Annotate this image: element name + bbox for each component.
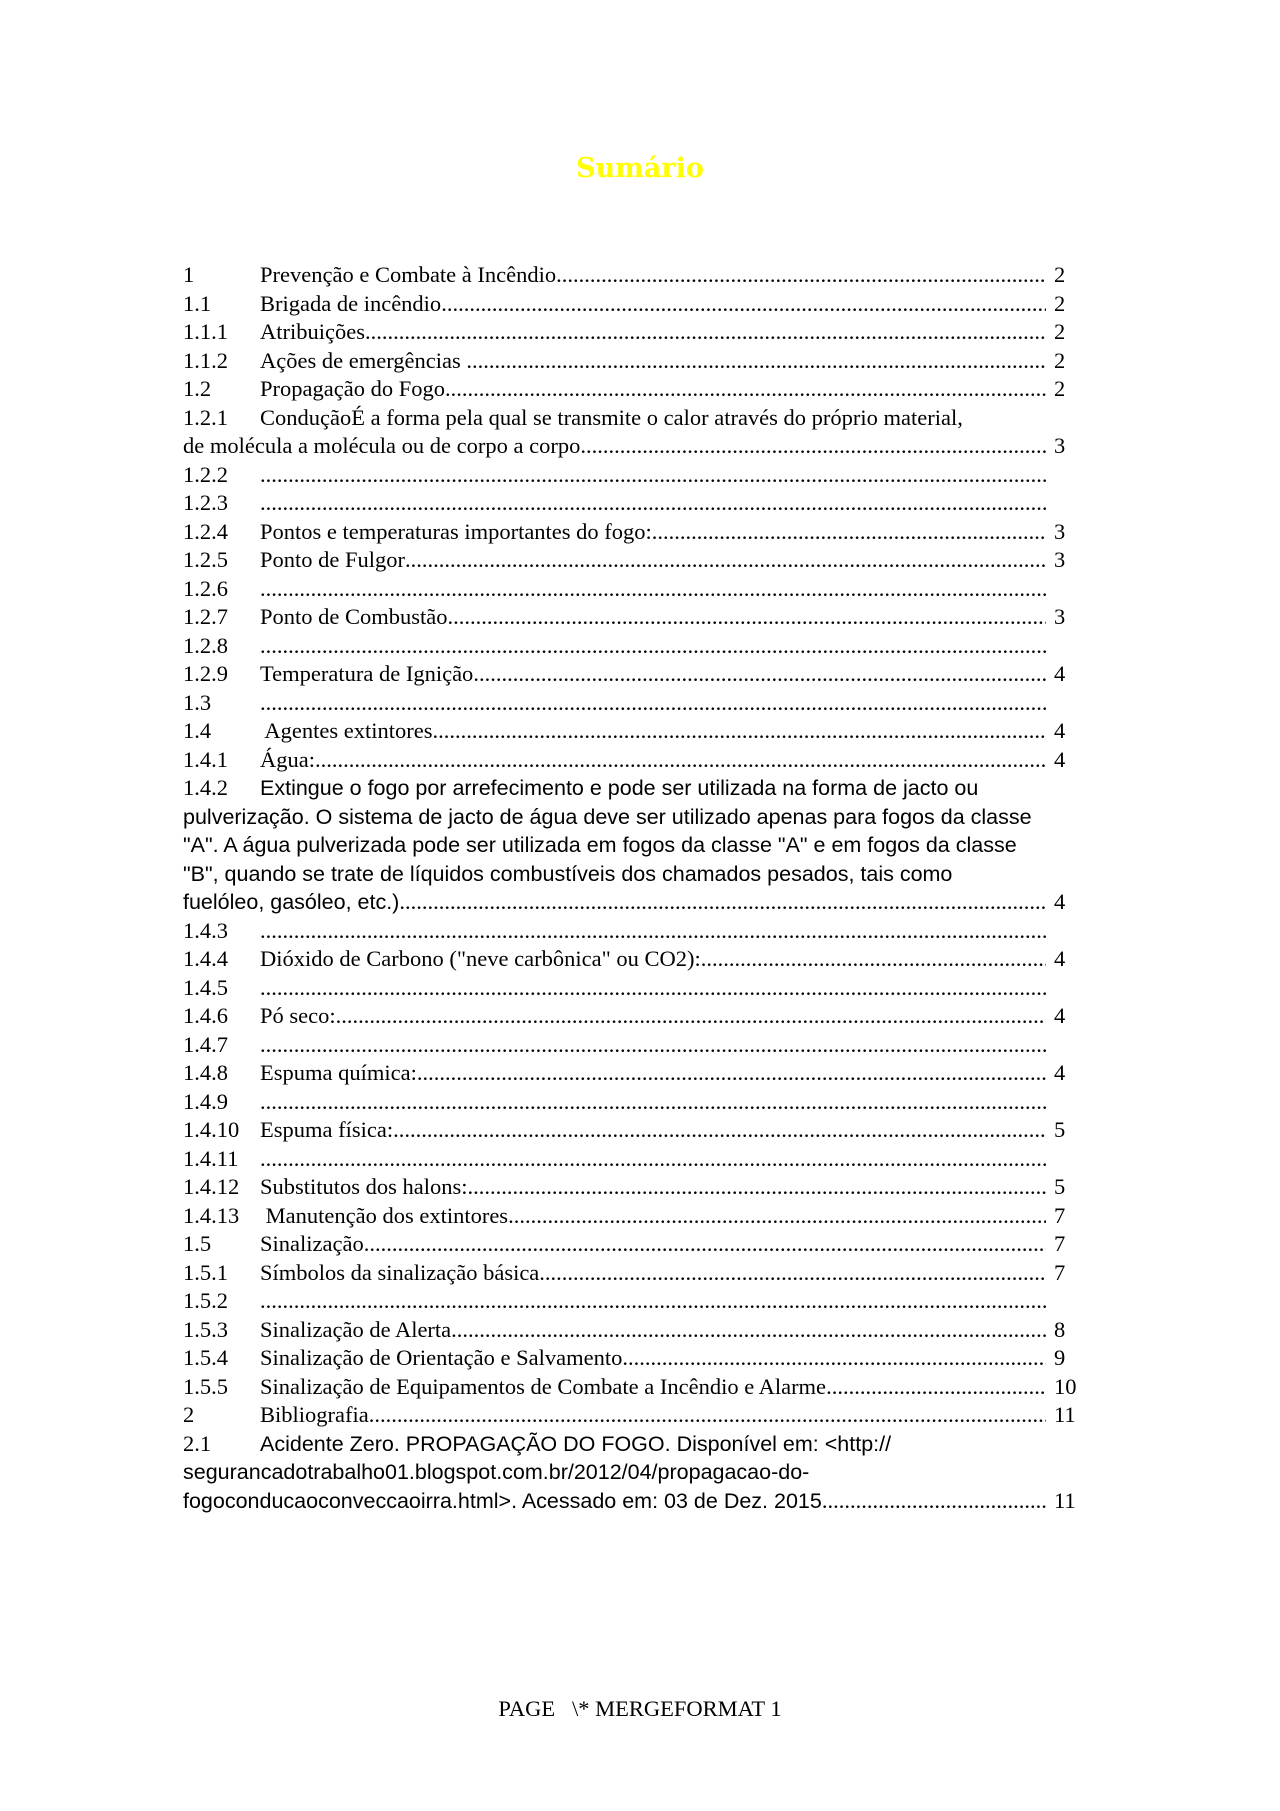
toc-page: 4 <box>1054 746 1066 772</box>
toc-text-continued: fogoconducaoconveccaoirra.html>. Acessado em: 03 de Dez. 2015 <box>183 1488 822 1513</box>
toc-number: 1.5 <box>183 1231 212 1256</box>
toc-entry[interactable] <box>183 1230 1093 1259</box>
toc-number: 1.4.5 <box>183 974 228 1000</box>
toc-number: 1.4.7 <box>183 1031 228 1057</box>
toc-entry[interactable] <box>183 746 1093 775</box>
toc-leader <box>315 746 1046 775</box>
toc-number: 1.2.7 <box>183 604 228 629</box>
toc-text-continued: pulverização. O sistema de jacto de água deve ser utilizado apenas para fogos da classe <box>183 804 1032 829</box>
toc-entry[interactable] <box>183 1316 1093 1345</box>
toc-number: 1.5.3 <box>183 1316 228 1342</box>
toc-leader <box>441 290 1046 319</box>
toc-page: 10 <box>1054 1373 1077 1399</box>
toc-text: Atribuições <box>260 319 365 344</box>
toc-entry[interactable] <box>183 1259 1093 1288</box>
toc-page: 2 <box>1054 347 1066 373</box>
toc-entry[interactable] <box>183 974 1093 1003</box>
page-footer-field: PAGE \* MERGEFORMAT 1 <box>498 1696 782 1721</box>
toc-text: Temperatura de Ignição <box>260 661 474 686</box>
toc-number: 1.2.1 <box>183 404 228 430</box>
toc-text: Manutenção dos extintores <box>260 1202 509 1228</box>
toc-entry[interactable] <box>183 1287 1093 1316</box>
toc-text: Espuma física: <box>260 1117 394 1142</box>
toc-number: 1.4.3 <box>183 917 228 943</box>
toc-number: 2.1 <box>183 1430 212 1456</box>
toc-leader <box>260 1088 1046 1117</box>
toc-page: 5 <box>1054 1117 1066 1142</box>
toc-leader <box>448 603 1046 632</box>
toc-text: Água: <box>260 746 315 772</box>
toc-entry[interactable] <box>183 689 1093 718</box>
toc-number: 1.4.11 <box>183 1145 239 1171</box>
toc-entry[interactable] <box>183 1401 1093 1430</box>
toc-text: Acidente Zero. PROPAGAÇÃO DO FOGO. Disponível em: <http:// <box>260 1431 892 1456</box>
toc-number: 1.5.1 <box>183 1259 228 1285</box>
toc-leader <box>260 1031 1046 1060</box>
toc-entry[interactable] <box>183 489 1093 518</box>
toc-text: Agentes extintores <box>260 718 433 743</box>
toc-page: 7 <box>1054 1259 1066 1285</box>
toc-page: 2 <box>1054 262 1066 287</box>
page-title: Sumário <box>576 153 704 184</box>
toc-number: 1.2.2 <box>183 461 228 487</box>
toc-number: 1.4 <box>183 718 212 743</box>
toc-entry[interactable] <box>183 1344 1093 1373</box>
toc-page: 3 <box>1054 433 1066 458</box>
toc-text: Pontos e temperaturas importantes do fogo: <box>260 518 652 544</box>
toc-leader <box>260 461 1046 490</box>
toc-leader <box>260 489 1046 518</box>
toc-page: 2 <box>1054 290 1066 316</box>
toc-leader <box>432 717 1046 746</box>
toc-number: 1.5.5 <box>183 1373 228 1399</box>
toc-number: 1.5.4 <box>183 1345 228 1370</box>
toc-text: Propagação do Fogo <box>260 376 445 401</box>
toc-entry[interactable] <box>183 261 1093 290</box>
toc-number: 1.2.4 <box>183 518 228 544</box>
toc-leader <box>508 1202 1046 1231</box>
toc-text: Sinalização de Equipamentos de Combate a Incêndio e Alarme <box>260 1373 827 1399</box>
toc-text-continued: fuelóleo, gasóleo, etc.) <box>183 890 400 914</box>
toc-leader <box>701 945 1046 974</box>
toc-leader <box>399 888 1046 917</box>
toc-entry[interactable] <box>183 917 1093 946</box>
toc-entry[interactable] <box>183 660 1093 689</box>
toc-entry[interactable] <box>183 347 1093 376</box>
toc-entry[interactable] <box>183 375 1093 404</box>
toc-leader <box>369 1401 1046 1430</box>
toc-leader <box>260 1287 1046 1316</box>
toc-number: 1.4.10 <box>183 1117 240 1142</box>
toc-entry[interactable] <box>183 575 1093 604</box>
toc-entry[interactable] <box>183 1002 1093 1031</box>
toc-leader <box>260 689 1046 718</box>
toc-leader <box>260 575 1046 604</box>
toc-entry[interactable] <box>183 290 1093 319</box>
toc-entry[interactable] <box>183 774 1093 917</box>
toc-number: 1.2.9 <box>183 661 228 686</box>
toc-text-continued: de molécula a molécula ou de corpo a corpo <box>183 433 581 458</box>
toc-number: 1.2.8 <box>183 632 228 658</box>
toc-number: 1.5.2 <box>183 1288 228 1313</box>
toc-leader <box>822 1487 1046 1516</box>
toc-number: 1.4.9 <box>183 1088 228 1114</box>
toc-entry[interactable] <box>183 1059 1093 1088</box>
toc-entry[interactable] <box>183 1145 1093 1174</box>
toc-page: 4 <box>1054 718 1066 743</box>
toc-text: Ponto de Fulgor <box>260 547 406 572</box>
toc-leader <box>473 660 1046 689</box>
toc-page: 8 <box>1054 1316 1066 1342</box>
toc-leader <box>826 1373 1046 1402</box>
toc-number: 1.4.4 <box>183 946 228 971</box>
toc-entry[interactable] <box>183 603 1093 632</box>
toc-number: 1.3 <box>183 689 212 715</box>
toc-text-continued: "A". A água pulverizada pode ser utilizada em fogos da classe "A" e em fogos da classe <box>183 833 1017 857</box>
toc-text: Dióxido de Carbono ("neve carbônica" ou CO2): <box>260 946 701 971</box>
toc-page: 7 <box>1054 1202 1066 1228</box>
toc-number: 1.4.13 <box>183 1202 240 1228</box>
toc-leader <box>580 432 1046 461</box>
toc-entry[interactable] <box>183 1031 1093 1060</box>
toc-number: 1 <box>183 262 195 287</box>
toc-number: 1.4.8 <box>183 1060 228 1085</box>
toc-text: Espuma química: <box>260 1060 417 1085</box>
toc-entry[interactable] <box>183 1173 1093 1202</box>
toc-page: 5 <box>1054 1174 1066 1199</box>
toc-text: Sinalização <box>260 1231 364 1256</box>
toc-text: Pó seco: <box>260 1003 336 1028</box>
toc-text: Prevenção e Combate à Incêndio <box>260 262 557 287</box>
toc-page: 2 <box>1054 376 1066 401</box>
toc-entry[interactable] <box>183 318 1093 347</box>
toc-entry[interactable] <box>183 717 1093 746</box>
toc-text: Símbolos da sinalização básica <box>260 1259 540 1285</box>
toc-page: 3 <box>1054 518 1066 544</box>
toc-page: 4 <box>1054 946 1066 971</box>
toc-text: Brigada de incêndio <box>260 290 442 316</box>
toc-entry[interactable] <box>183 1202 1093 1231</box>
toc-entry[interactable] <box>183 404 1093 461</box>
toc-text: Ações de emergências <box>260 347 467 373</box>
toc-text: Substitutos dos halons: <box>260 1174 468 1199</box>
toc-text: Ponto de Combustão <box>260 604 448 629</box>
toc-leader <box>260 917 1046 946</box>
table-of-contents <box>183 261 1093 1515</box>
toc-leader <box>539 1259 1046 1288</box>
toc-page: 7 <box>1054 1231 1066 1256</box>
toc-leader <box>556 261 1046 290</box>
toc-page: 2 <box>1054 319 1066 344</box>
toc-number: 1.4.6 <box>183 1003 228 1028</box>
toc-page: 4 <box>1054 661 1066 686</box>
toc-number: 1.1.1 <box>183 319 228 344</box>
toc-entry[interactable] <box>183 546 1093 575</box>
toc-number: 1.1 <box>183 290 212 316</box>
toc-leader <box>445 375 1046 404</box>
toc-number: 1.2.3 <box>183 490 228 515</box>
toc-number: 1.2.5 <box>183 547 228 572</box>
toc-leader <box>365 318 1046 347</box>
toc-leader <box>260 974 1046 1003</box>
toc-leader <box>417 1059 1046 1088</box>
toc-page: 4 <box>1054 889 1066 914</box>
toc-number: 1.2 <box>183 376 212 401</box>
toc-text: Sinalização de Orientação e Salvamento <box>260 1345 623 1370</box>
toc-page: 11 <box>1054 1487 1076 1513</box>
toc-leader <box>336 1002 1046 1031</box>
toc-page: 11 <box>1054 1402 1076 1427</box>
toc-entry[interactable] <box>183 945 1093 974</box>
toc-page: 4 <box>1054 1060 1066 1085</box>
toc-page: 3 <box>1054 547 1066 572</box>
toc-leader <box>451 1316 1046 1345</box>
toc-text-continued: "B", quando se trate de líquidos combustíveis dos chamados pesados, tais como <box>183 861 953 886</box>
toc-entry[interactable] <box>183 632 1093 661</box>
toc-text-continued: segurancadotrabalho01.blogspot.com.br/2012/04/propagacao-do- <box>183 1460 810 1484</box>
toc-number: 1.2.6 <box>183 575 228 601</box>
toc-leader <box>652 518 1046 547</box>
toc-page: 4 <box>1054 1003 1066 1028</box>
toc-number: 1.4.2 <box>183 775 228 800</box>
toc-number: 1.1.2 <box>183 347 228 373</box>
toc-entry[interactable] <box>183 1088 1093 1117</box>
toc-leader <box>405 546 1046 575</box>
toc-text: Extingue o fogo por arrefecimento e pode ser utilizada na forma de jacto ou <box>260 776 979 800</box>
toc-text: Sinalização de Alerta <box>260 1316 452 1342</box>
toc-leader <box>260 632 1046 661</box>
toc-number: 2 <box>183 1402 195 1427</box>
toc-entry[interactable] <box>183 1373 1093 1402</box>
toc-leader <box>466 347 1046 376</box>
toc-entry[interactable] <box>183 1116 1093 1145</box>
toc-entry[interactable] <box>183 1430 1093 1516</box>
toc-leader <box>622 1344 1046 1373</box>
toc-leader <box>364 1230 1046 1259</box>
toc-number: 1.4.12 <box>183 1174 240 1199</box>
toc-page: 9 <box>1054 1345 1066 1370</box>
toc-text: Bibliografia <box>260 1402 369 1427</box>
toc-text: ConduçãoÉ a forma pela qual se transmite o calor através do próprio material, <box>260 404 963 430</box>
toc-entry[interactable] <box>183 518 1093 547</box>
toc-page: 3 <box>1054 604 1066 629</box>
toc-leader <box>468 1173 1046 1202</box>
toc-number: 1.4.1 <box>183 746 228 772</box>
toc-entry[interactable] <box>183 461 1093 490</box>
toc-leader <box>393 1116 1046 1145</box>
toc-leader <box>260 1145 1046 1174</box>
